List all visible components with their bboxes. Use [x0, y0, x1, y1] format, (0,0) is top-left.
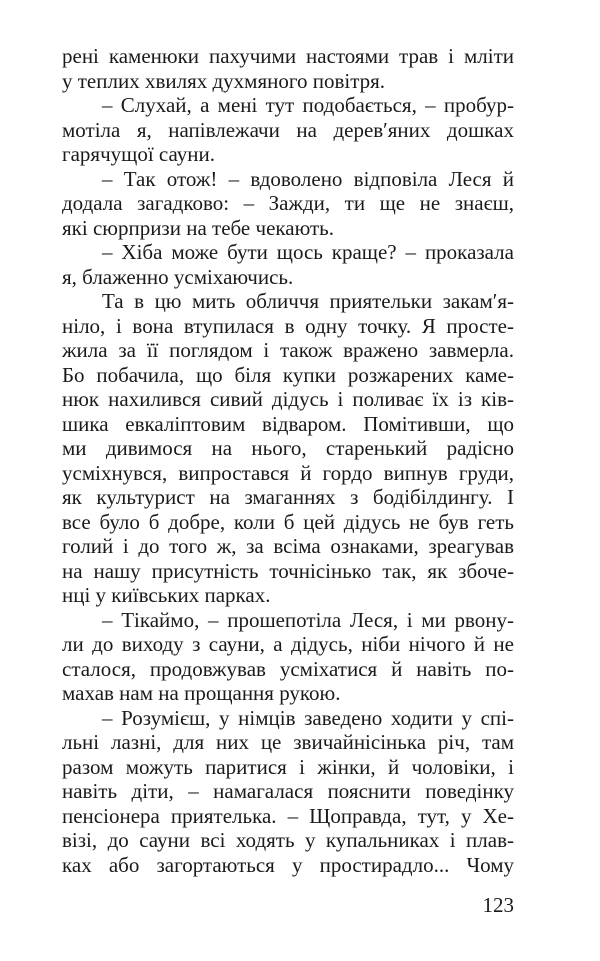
text-line: – Хіба може бути щось краще? – проказала	[102, 240, 514, 264]
text-line: – Слухай, а мені тут подобається, – пробур-	[102, 93, 514, 117]
text-line: пенсіонера приятелька. – Щоправда, тут, у Хе-	[62, 803, 514, 828]
text-line: разом можуть паритися і жінки, й чоловіки, і	[62, 754, 514, 779]
text-line: нці у київських парках.	[62, 583, 271, 607]
text-line: рені каменюки пахучими настоями трав і мліти	[62, 44, 514, 68]
text-line: – Тікаймо, – прошепотіла Леся, і ми рвону-	[102, 607, 514, 632]
text-line: жила за її поглядом і також вражено завмерла.	[62, 338, 514, 362]
text-line: ніло, і вона втупилася в одну точку. Я просте-	[62, 313, 514, 338]
text-line: візі, до сауни всі ходять у купальниках і плав-	[62, 828, 514, 852]
text-line: гарячущої сауни.	[62, 142, 215, 166]
text-line: я, блаженно усміхаючись.	[62, 264, 294, 289]
text-line: мотіла я, напівлежачи на дерев′яних дошках	[62, 117, 514, 142]
text-line: Та в цю мить обличчя приятельки закам′я-	[102, 289, 514, 313]
text-line: ках або загортаються у простирадло... Чому	[62, 852, 514, 877]
text-line: голий і до того ж, за всіма ознаками, зреагував	[62, 534, 514, 558]
text-line: сталося, продовжував усміхатися й навіть по-	[62, 656, 514, 681]
text-line: ми дивимося на нього, старенький радісно	[62, 436, 514, 460]
text-line: льні лазні, для них це звичайнісінька річ, там	[62, 730, 514, 754]
text-line: нюк нахилився сивий дідусь і поливає їх із ків-	[62, 387, 514, 411]
text-line: шика евкаліптовим відваром. Помітивши, що	[62, 411, 514, 436]
text-line: – Так отож! – вдоволено відповіла Леся й	[102, 166, 514, 191]
text-line: усміхнувся, випростався й гордо випнув груди,	[62, 460, 514, 485]
text-line: додала загадково: – Зажди, ти ще не знаєш,	[62, 191, 514, 215]
text-line: махав нам на прощання рукою.	[62, 681, 341, 705]
page-number: 123	[482, 893, 514, 917]
text-line: на нашу присутність точнісінько так, як збоче-	[62, 558, 514, 583]
text-line: навіть діти, – намагалася пояснити поведінку	[62, 779, 514, 803]
text-line: ли до виходу з сауни, а дідусь, ніби нічого й не	[62, 632, 514, 656]
text-line: все було б добре, коли б цей дідусь не був геть	[62, 509, 514, 534]
text-line: які сюрпризи на тебе чекають.	[62, 215, 335, 240]
text-line: у теплих хвилях духмяного повітря.	[62, 68, 386, 93]
text-line: як культурист на змаганнях з бодібілдингу. І	[62, 485, 514, 509]
page-body-text	[62, 44, 514, 877]
text-line: – Розумієш, у німців заведено ходити у спі-	[102, 705, 514, 730]
text-line: Бо побачила, що біля купки розжарених каме-	[62, 362, 514, 387]
